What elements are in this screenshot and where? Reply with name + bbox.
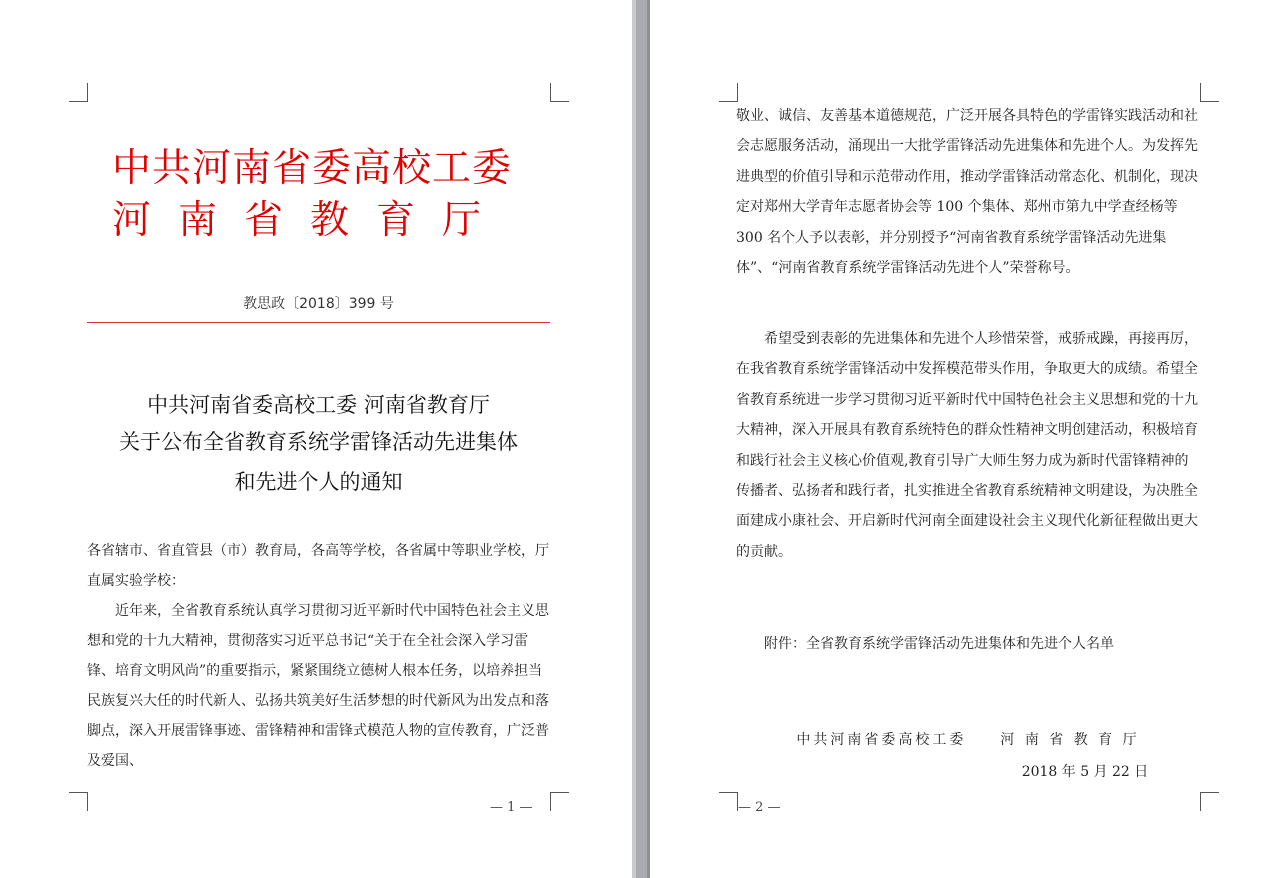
crop-mark-bottom-right	[550, 792, 569, 811]
page-number-2: — 2 —	[738, 800, 781, 815]
notice-title-line-2: 关于公布全省教育系统学雷锋活动先进集体	[119, 430, 518, 454]
crop-mark-top-right	[550, 83, 569, 102]
crop-mark-bottom-left	[69, 792, 88, 811]
notice-title-line-1: 中共河南省委高校工委 河南省教育厅	[147, 393, 490, 417]
document-page-1	[0, 0, 632, 878]
signature-organizations: 中共河南省委高校工委 河 南 省 教 育 厅	[796, 732, 1140, 748]
body-paragraph-1-continued: 敬业、诚信、友善基本道德规范，广泛开展各具特色的学雷锋实践活动和社会志愿服务活动，涌现出一大批学雷锋活动先进集体和先进个人。为发挥先进典型的价值引导和示范带动作用，推动学雷锋活动常态化、机制化，现决定对郑州大学青年志愿者协会等 100 个集体、郑州市第九中学查经杨等 300 名个人予以表彰，并分别授予“河南省教育系统学雷锋活动先进集体”、“河南省教育系统学雷锋活动先进个人”荣誉称号。	[736, 108, 1198, 277]
page-number-1: — 1 —	[490, 800, 533, 815]
salutation: 各省辖市、省直管县（市）教育局，各高等学校，各省属中等职业学校，厅直属实验学校：	[87, 543, 549, 589]
red-rule-divider	[87, 322, 550, 323]
signature-date: 2018 年 5 月 22 日	[1021, 764, 1149, 780]
document-number: 教思政〔2018〕399 号	[243, 296, 394, 312]
crop-mark-top-right-2	[1200, 83, 1219, 102]
crop-mark-top-left	[69, 83, 88, 102]
crop-mark-top-left-2	[719, 83, 738, 102]
crop-mark-bottom-left-2	[719, 792, 738, 811]
attachment-note: 附件：全省教育系统学雷锋活动先进集体和先进个人名单	[764, 636, 1114, 652]
body-paragraph-2: 希望受到表彰的先进集体和先进个人珍惜荣誉，戒骄戒躁，再接再厉，在我省教育系统学雷锋活动中发挥模范带头作用，争取更大的成绩。希望全省教育系统进一步学习贯彻习近平新时代中国特色社会主义思想和党的十九大精神，深入开展具有教育系统特色的群众性精神文明创建活动，积极培育和践行社会主义核心价值观,教育引导广大师生努力成为新时代雷锋精神的传播者、弘扬者和践行者，扎实推进全省教育系统精神文明建设，为决胜全面建成小康社会、开启新时代河南全面建设社会主义现代化新征程做出更大的贡献。	[736, 331, 1198, 560]
page-gap-divider	[632, 0, 650, 878]
red-header-org-line-2: 河南省教育厅	[112, 198, 509, 243]
notice-title-line-3: 和先进个人的通知	[234, 470, 403, 494]
crop-mark-bottom-right-2	[1200, 792, 1219, 811]
red-header-org-line-1: 中共河南省委高校工委	[112, 146, 513, 191]
body-paragraph-1: 近年来，全省教育系统认真学习贯彻习近平新时代中国特色社会主义思想和党的十九大精神，贯彻落实习近平总书记“关于在全社会深入学习雷锋、培育文明风尚”的重要指示，紧紧围绕立德树人根本任务，以培养担当民族复兴大任的时代新人、弘扬共筑美好生活梦想的时代新风为出发点和落脚点，深入开展雷锋事迹、雷锋精神和雷锋式模范人物的宣传教育，广泛普及爱国、	[87, 603, 549, 769]
